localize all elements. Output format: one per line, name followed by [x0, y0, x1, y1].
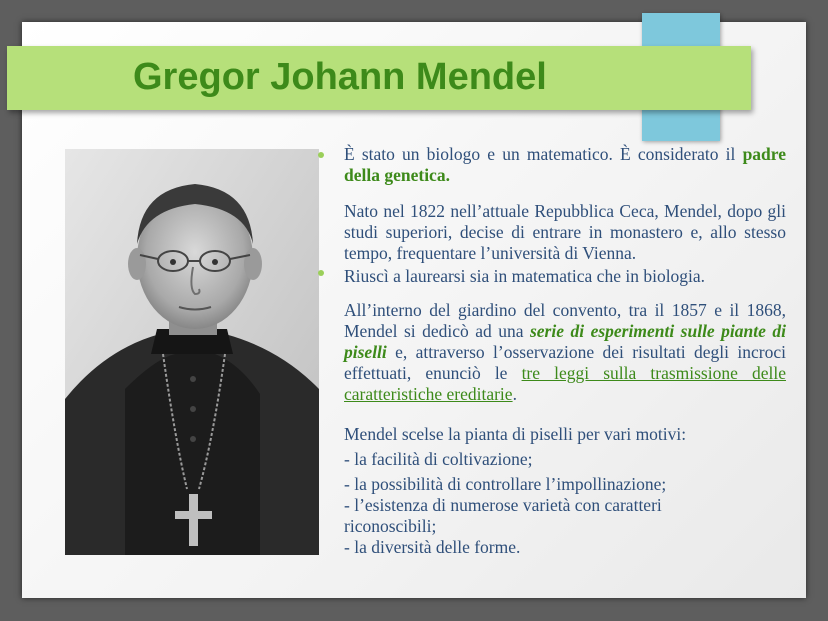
paragraph-reasons [344, 424, 786, 558]
portrait-photo [65, 149, 319, 555]
experiments-text-start: All’interno del giardino del convento, tra il 1857 e il 1868, Mendel si dedicò ad una [344, 300, 786, 341]
experiments-text-end: . [512, 384, 517, 404]
reason-item: - la possibilità di controllare l’impollinazione; [344, 474, 667, 494]
bullet-point [318, 152, 324, 158]
reason-item: - la facilità di coltivazione; [344, 449, 533, 469]
paragraph-degree: Riuscì a laurearsi sia in matematica che in biologia. [344, 266, 706, 286]
laws-link[interactable]: tre leggi sulla trasmissione delle caratteristiche ereditarie [344, 363, 786, 404]
paragraph-experiments [344, 300, 786, 405]
reason-item: - l’esistenza di numerose varietà con caratteri riconoscibili; [344, 495, 662, 536]
reason-item: - la diversità delle forme. [344, 537, 521, 557]
portrait-image [65, 149, 319, 555]
paragraph-intro [344, 144, 786, 186]
intro-text: È stato un biologo e un matematico. È considerato il [344, 144, 743, 164]
slide-title: Gregor Johann Mendel [133, 56, 547, 98]
paragraph-biography: Nato nel 1822 nell’attuale Repubblica Ceca, Mendel, dopo gli studi superiori, decise di entrare in monastero e, allo stesso tempo, frequentare l’università di Vienna. [344, 201, 786, 263]
experiments-highlight: serie di esperimenti sulle piante di piselli [344, 321, 787, 362]
reasons-intro: Mendel scelse la pianta di piselli per vari motivi: [344, 424, 687, 444]
intro-highlight: padre della genetica. [344, 144, 786, 185]
experiments-text-mid: e, attraverso l’osservazione dei risultati degli incroci effettuati, enunciò le [344, 342, 786, 383]
bullet-point [318, 270, 324, 276]
